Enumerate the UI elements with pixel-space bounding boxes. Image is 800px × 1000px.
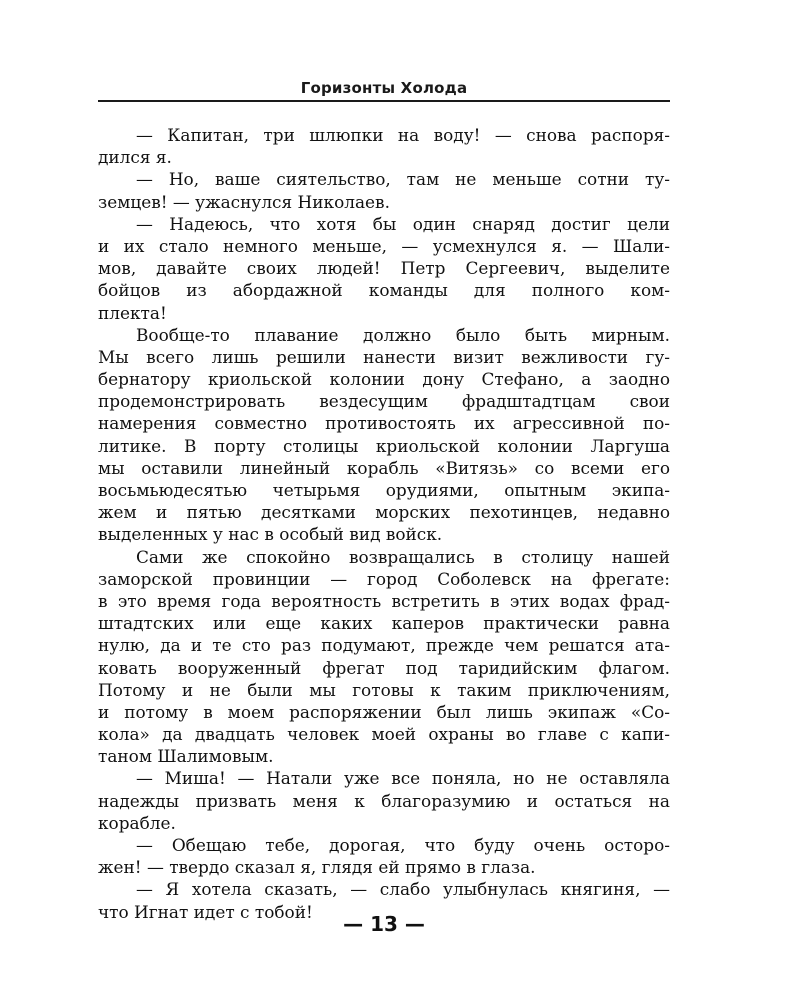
text-line: и их стало немного меньше, — усмехнулся я. — Шали-: [98, 235, 670, 256]
text-line: Мы всего лишь решили нанести визит вежливости гу-: [98, 346, 670, 367]
text-line: дился я.: [98, 147, 172, 168]
page-number: — 13 —: [343, 912, 425, 936]
text-line: восьмьюдесятью четырьмя орудиями, опытным экипа-: [98, 480, 670, 500]
text-line: мы оставили линейный корабль «Витязь» со всеми его: [98, 457, 670, 478]
text-line: жен! — твердо сказал я, глядя ей прямо в глаза.: [98, 857, 536, 878]
text-line: литике. В порту столицы криольской колонии Ларгуша: [98, 435, 670, 456]
text-line: нулю, да и те сто раз подумают, прежде чем решатся ата-: [98, 635, 670, 656]
text-line: — Обещаю тебе, дорогая, что буду очень осторо-: [136, 835, 670, 855]
text-line: Сами же спокойно возвращались в столицу нашей: [136, 546, 670, 567]
text-line: жем и пятью десятками морских пехотинцев, недавно: [98, 502, 670, 523]
text-line: бернатору криольской колонии дону Стефано, а заодно: [98, 369, 670, 390]
body-text: [98, 124, 670, 923]
text-line: продемонстрировать вездесущим фрадштадтцам свои: [98, 391, 670, 412]
running-header-title: Горизонты Холода: [300, 79, 468, 97]
text-line: таном Шалимовым.: [98, 746, 274, 767]
text-line: заморской провинции — город Соболевск на фрегате:: [98, 568, 670, 589]
text-line: и потому в моем распоряжении был лишь экипаж «Со-: [98, 701, 670, 722]
text-line: бойцов из абордажной команды для полного ком-: [98, 280, 670, 301]
text-line: намерения совместно противостоять их агрессивной по-: [98, 413, 670, 434]
text-line: — Миша! — Натали уже все поняла, но не оставляла: [136, 768, 670, 789]
text-line: корабле.: [98, 812, 176, 833]
text-line: выделенных у нас в особый вид войск.: [98, 524, 443, 545]
text-line: — Капитан, три шлюпки на воду! — снова распоря-: [136, 125, 670, 145]
text-line: Вообще-то плавание должно было быть мирным.: [136, 324, 670, 345]
text-line: надежды призвать меня к благоразумию и остаться на: [98, 790, 670, 811]
text-line: плекта!: [98, 302, 167, 323]
header-divider: [98, 100, 670, 102]
text-line: кола» да двадцать человек моей охраны во главе с капи-: [98, 724, 670, 745]
text-line: ковать вооруженный фрегат под таридийским флагом.: [98, 657, 670, 678]
text-line: штадтских или еще каких каперов практически равна: [98, 613, 670, 634]
text-line: — Но, ваше сиятельство, там не меньше сотни ту-: [136, 169, 670, 190]
text-line: земцев! — ужаснулся Николаев.: [98, 191, 390, 212]
text-line: — Я хотела сказать, — слабо улыбнулась княгиня, —: [136, 879, 670, 900]
text-line: мов, давайте своих людей! Петр Сергеевич, выделите: [98, 258, 670, 279]
text-line: что Игнат идет с тобой!: [98, 901, 313, 922]
text-line: — Надеюсь, что хотя бы один снаряд достиг цели: [136, 213, 670, 234]
text-line: Потому и не были мы готовы к таким приключениям,: [98, 679, 670, 700]
text-line: в это время года вероятность встретить в этих водах фрад-: [98, 590, 670, 611]
